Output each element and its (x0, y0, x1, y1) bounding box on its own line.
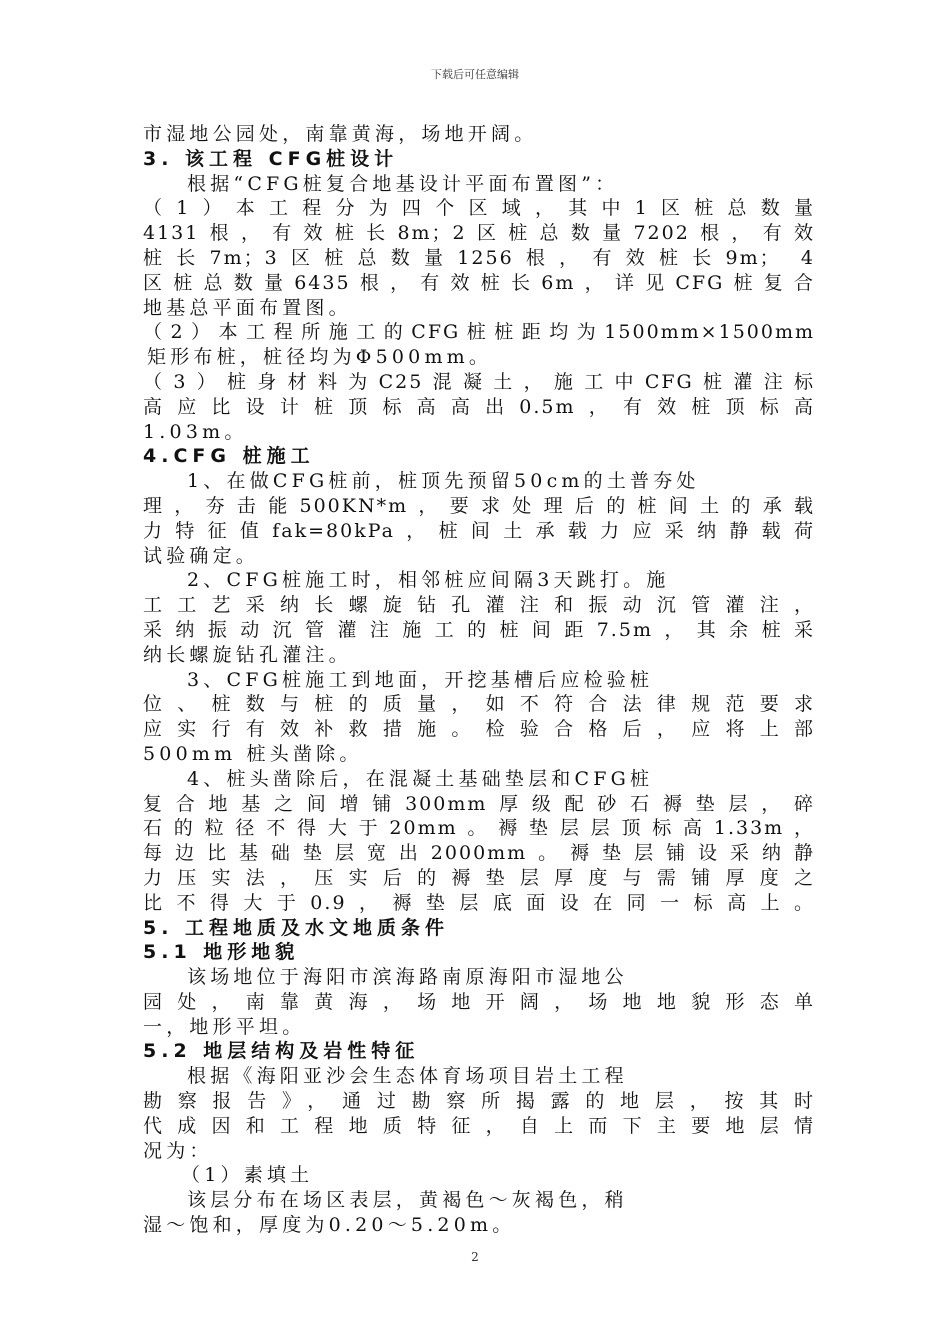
body-line: 石的粒径不得大于20mm。褥垫层层顶标高1.33m， (143, 817, 815, 840)
body-line: 况为： (143, 1139, 213, 1162)
body-line: 一，地形平坦。 (143, 1015, 306, 1038)
body-line: 勘察报告》，通过勘察所揭露的地层，按其时 (143, 1090, 815, 1113)
body-line: 市湿地公园处，南靠黄海，场地开阔。 (143, 123, 538, 145)
section-heading-5: 5. 工程地质及水文地质条件 (143, 916, 450, 939)
body-line: 根据“CFG桩复合地基设计平面布置图”： (187, 172, 619, 195)
body-line: 园处，南靠黄海，场地开阔，场地地貌形态单 (143, 990, 815, 1013)
body-line: 4、桩头凿除后，在混凝土基础垫层和CFG桩 (187, 767, 654, 790)
body-line: 根据《海阳亚沙会生态体育场项目岩土工程 (187, 1065, 628, 1088)
body-line: 1、在做CFG桩前，桩顶先预留50cm的土普夯处 (187, 470, 700, 493)
page-number: 2 (471, 1250, 479, 1264)
body-line: 试验确定。 (143, 544, 260, 567)
body-line: （1）素填土 (181, 1164, 314, 1187)
body-line: 该层分布在场区表层，黄褐色～灰褐色，稍 (187, 1189, 628, 1212)
body-line: 应实行有效补救措施。检验合格后，应将上部 (143, 718, 815, 741)
body-line: 3、CFG桩施工到地面，开挖基槽后应检验桩 (187, 668, 654, 691)
section-heading-3: 3. 该工程 CFG桩设计 (143, 147, 399, 170)
body-line: 理，夯击能500KN*m，要求处理后的桩间土的承载 (143, 494, 815, 517)
body-line: 地基总平面布置图。 (143, 296, 352, 319)
body-line: 工工艺采纳长螺旋钻孔灌注和振动沉管灌注， (143, 594, 815, 617)
body-line: 代成因和工程地质特征，自上而下主要地层情 (143, 1114, 815, 1137)
body-line: 500mm 桩头凿除。 (143, 742, 363, 765)
body-line: 桩长7m；3区桩总数量1256根，有效桩长9m； 4 (143, 246, 815, 269)
body-line: 该场地位于海阳市滨海路南原海阳市湿地公 (187, 966, 628, 989)
section-heading-4: 4.CFG 桩施工 (143, 445, 315, 468)
body-line: 4131根，有效桩长8m；2区桩总数量7202根，有效 (143, 222, 815, 245)
body-line: 高应比设计桩顶标高高出0.5m，有效桩顶标高 (143, 395, 815, 418)
body-line: 位、桩数与桩的质量，如不符合法律规范要求 (143, 693, 815, 716)
body-line: 矩形布桩，桩径均为Φ500mm。 (147, 346, 493, 369)
body-line: 1.03m。 (143, 420, 248, 443)
body-line: 湿～饱和，厚度为0.20～5.20m。 (143, 1214, 516, 1237)
body-line: 采纳振动沉管灌注施工的桩间距7.5m，其余桩采 (143, 618, 815, 641)
body-line: 力特征值fak=80kPa，桩间土承载力应采纳静载荷 (143, 519, 815, 542)
running-header: 下载后可任意编辑 (431, 68, 519, 81)
body-line: （1）本工程分为四个区域，其中1区桩总数量 (143, 197, 815, 220)
body-line: 2、CFG桩施工时，相邻桩应间隔3天跳打。施 (187, 569, 670, 592)
body-line: 复合地基之间增铺300mm厚级配砂石褥垫层，碎 (143, 792, 815, 815)
body-line: 区桩总数量6435根，有效桩长6m，详见CFG桩复合 (143, 271, 815, 294)
body-line: （2）本工程所施工的CFG桩桩距均为1500mm×1500mm (143, 321, 815, 344)
body-line: 纳长螺旋钻孔灌注。 (143, 643, 352, 666)
body-line: 比不得大于0.9，褥垫层底面设在同一标高上。 (143, 891, 815, 914)
subsection-heading-5-2: 5.2 地层结构及岩性特征 (143, 1040, 420, 1063)
body-text (143, 122, 815, 1238)
body-line: （3）桩身材料为C25混凝土，施工中CFG桩灌注标 (143, 370, 815, 393)
subsection-heading-5-1: 5.1 地形地貌 (143, 941, 300, 964)
body-line: 力压实法，压实后的褥垫层厚度与需铺厚度之 (143, 866, 815, 889)
body-line: 每边比基础垫层宽出2000mm。褥垫层铺设采纳静 (143, 842, 815, 865)
